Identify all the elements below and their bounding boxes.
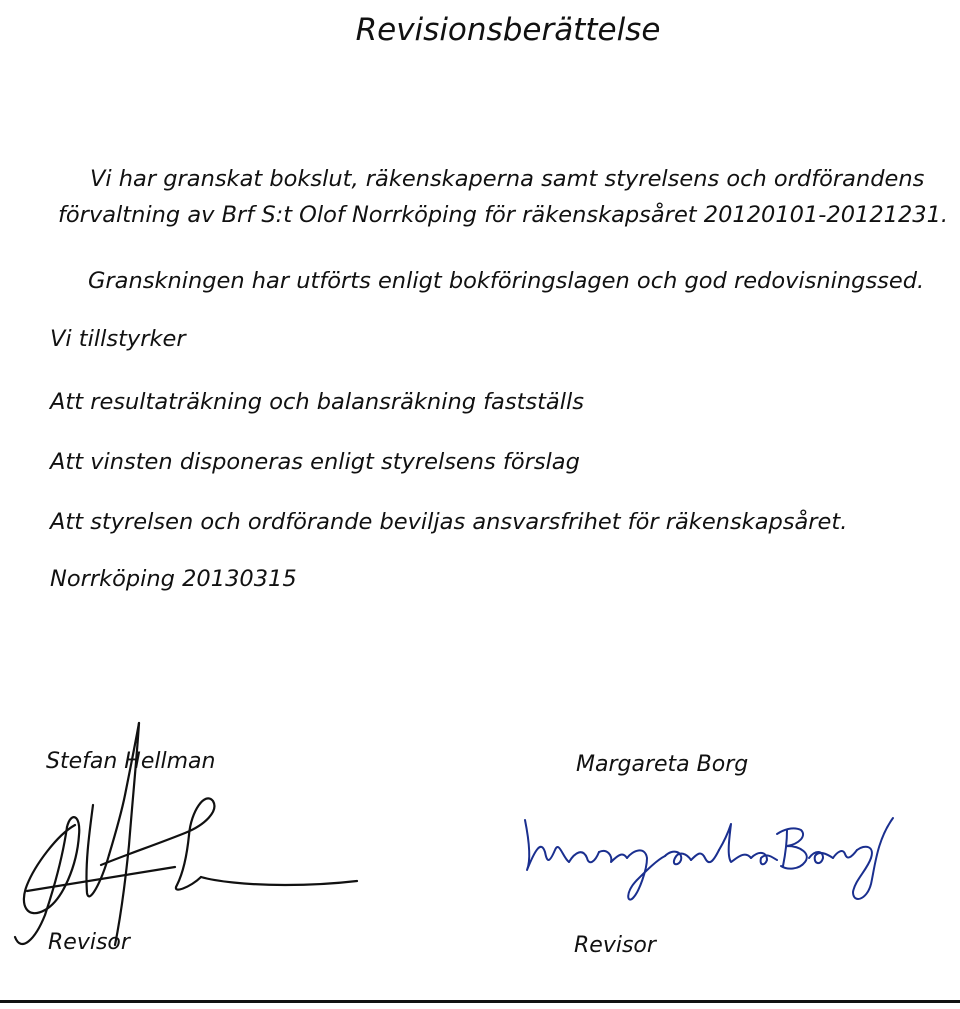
- document-title: Revisionsberättelse: [355, 12, 661, 48]
- paragraph-1-line-1: Vi har granskat bokslut, räkenskaperna samt styrelsens och ordförandens: [90, 166, 925, 192]
- recommend-intro: Vi tillstyrker: [50, 326, 186, 352]
- paragraph-1-line-2: förvaltning av Brf S:t Olof Norrköping för räkenskapsåret 20120101-20121231.: [58, 202, 949, 228]
- bottom-rule: [0, 1000, 960, 1003]
- signatory-1-role: Revisor: [48, 930, 130, 955]
- recommendation-3: Att styrelsen och ordförande beviljas ansvarsfrihet för räkenskapsåret.: [50, 509, 848, 535]
- signatory-2-role: Revisor: [574, 933, 656, 958]
- recommendation-2: Att vinsten disponeras enligt styrelsens förslag: [50, 449, 580, 475]
- signatory-1-name: Stefan Hellman: [46, 749, 216, 774]
- recommendation-1: Att resultaträkning och balansräkning fastställs: [50, 389, 584, 415]
- signatory-2-name: Margareta Borg: [576, 752, 749, 777]
- signature-1-handwritten: [5, 715, 365, 955]
- signature-2-handwritten: [515, 800, 905, 910]
- place-date: Norrköping 20130315: [50, 566, 297, 592]
- paragraph-2: Granskningen har utförts enligt bokföringslagen och god redovisningssed.: [88, 268, 925, 294]
